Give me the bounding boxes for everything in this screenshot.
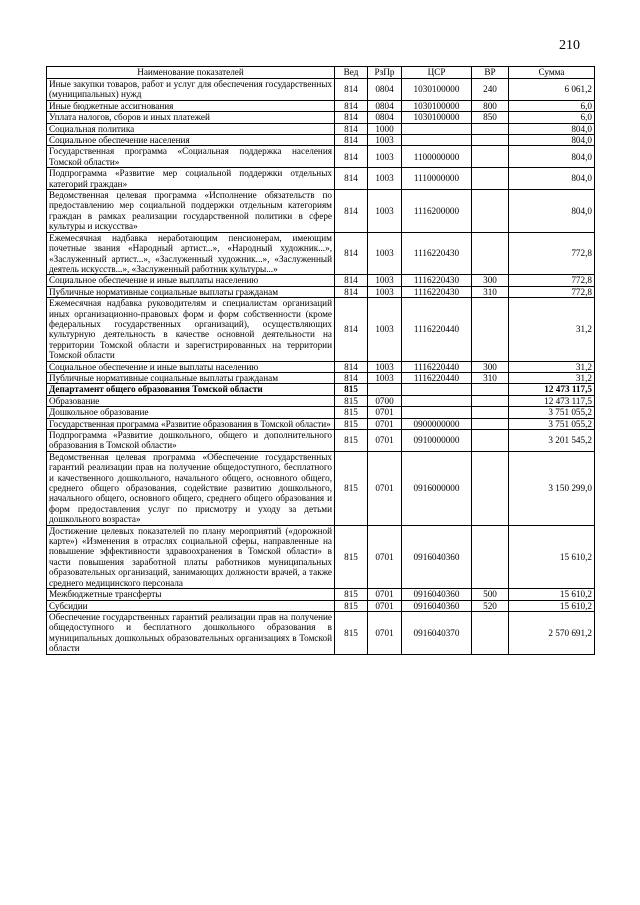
cell-sum: 772,8 <box>509 286 595 297</box>
table-row <box>47 430 595 452</box>
cell-ved: 815 <box>335 430 368 452</box>
cell-csr: 1030100000 <box>402 79 472 101</box>
cell-name: Иные бюджетные ассигнования <box>47 100 335 111</box>
cell-vr <box>472 168 509 190</box>
cell-rzpr: 1003 <box>368 286 402 297</box>
table-row <box>47 600 595 611</box>
cell-ved: 814 <box>335 286 368 297</box>
cell-ved: 815 <box>335 589 368 600</box>
cell-name: Государственная программа «Развитие образования в Томской области» <box>47 418 335 429</box>
cell-vr: 300 <box>472 275 509 286</box>
cell-vr <box>472 451 509 525</box>
cell-vr <box>472 123 509 134</box>
cell-rzpr: 0701 <box>368 451 402 525</box>
cell-name: Ежемесячная надбавка неработающим пенсионерам, имеющим почетные звания «Народный артист...», «Народный художник...», «Заслуженный артист...», «Заслуженный художник...», «Заслуженный деятель искусств...», «Заслуженный работник культуры...» <box>47 232 335 275</box>
cell-ved: 815 <box>335 600 368 611</box>
cell-csr <box>402 123 472 134</box>
cell-name: Подпрограмма «Развитие мер социальной поддержки отдельных категорий граждан» <box>47 168 335 190</box>
cell-ved: 814 <box>335 123 368 134</box>
cell-sum: 2 570 691,2 <box>509 611 595 654</box>
cell-vr <box>472 146 509 168</box>
cell-csr: 0916040360 <box>402 589 472 600</box>
cell-rzpr: 1003 <box>368 361 402 372</box>
cell-vr: 800 <box>472 100 509 111</box>
cell-csr: 1100000000 <box>402 146 472 168</box>
cell-vr <box>472 430 509 452</box>
cell-vr <box>472 232 509 275</box>
cell-name: Подпрограмма «Развитие дошкольного, общего и дополнительного образования в Томской области» <box>47 430 335 452</box>
header-name: Наименование показателей <box>47 67 335 79</box>
cell-vr: 240 <box>472 79 509 101</box>
cell-csr: 0916040360 <box>402 525 472 588</box>
cell-ved: 814 <box>335 79 368 101</box>
cell-vr: 850 <box>472 112 509 123</box>
cell-sum: 6,0 <box>509 100 595 111</box>
cell-name: Социальная политика <box>47 123 335 134</box>
cell-name: Достижение целевых показателей по плану мероприятий («дорожной карте») «Изменения в отраслях социальной сферы, направленные на повышение эффективности здравоохранения в Томской области» в части повышения заработной платы работников муниципальных образовательных организаций, занимающих должности врачей, а также среднего медицинского персонала <box>47 525 335 588</box>
table-row <box>47 525 595 588</box>
cell-rzpr: 1003 <box>368 135 402 146</box>
table-row <box>47 146 595 168</box>
cell-vr <box>472 525 509 588</box>
cell-vr <box>472 384 509 395</box>
cell-ved: 814 <box>335 146 368 168</box>
cell-ved: 815 <box>335 395 368 406</box>
header-vr: ВР <box>472 67 509 79</box>
header-rzpr: РзПр <box>368 67 402 79</box>
table-row <box>47 232 595 275</box>
table-row <box>47 361 595 372</box>
cell-sum: 31,2 <box>509 372 595 383</box>
cell-name: Ведомственная целевая программа «Обеспечение государственных гарантий реализации прав на получение общедоступного, бесплатного и качественного дошкольного, начального общего, основного общего, среднего общего образования, содействие развитию дошкольного, начального общего, основного общего, среднего общего образования и форм предоставления услуг по присмотру и уходу за детьми дошкольного возраста» <box>47 451 335 525</box>
table-header-row <box>47 67 595 79</box>
cell-name: Дошкольное образование <box>47 407 335 418</box>
table-row <box>47 298 595 361</box>
cell-csr: 1116200000 <box>402 190 472 233</box>
cell-csr <box>402 135 472 146</box>
cell-name: Социальное обеспечение населения <box>47 135 335 146</box>
cell-rzpr: 0700 <box>368 395 402 406</box>
table-row <box>47 190 595 233</box>
cell-ved: 814 <box>335 190 368 233</box>
cell-ved: 814 <box>335 168 368 190</box>
cell-sum: 6,0 <box>509 112 595 123</box>
page-number: 210 <box>559 38 580 53</box>
header-csr: ЦСР <box>402 67 472 79</box>
cell-sum: 804,0 <box>509 168 595 190</box>
cell-csr: 0916040370 <box>402 611 472 654</box>
cell-name: Обеспечение государственных гарантий реализации прав на получение общедоступного и бесплатного дошкольного образования в муниципальных дошкольных образовательных организациях в Томской области <box>47 611 335 654</box>
cell-sum: 804,0 <box>509 123 595 134</box>
cell-vr: 310 <box>472 286 509 297</box>
cell-name: Образование <box>47 395 335 406</box>
cell-rzpr: 0804 <box>368 100 402 111</box>
cell-vr: 310 <box>472 372 509 383</box>
cell-ved: 815 <box>335 451 368 525</box>
cell-csr: 0900000000 <box>402 418 472 429</box>
table-row <box>47 418 595 429</box>
header-sum: Сумма <box>509 67 595 79</box>
table-row <box>47 407 595 418</box>
cell-sum: 3 150 299,0 <box>509 451 595 525</box>
cell-sum: 3 751 055,2 <box>509 418 595 429</box>
cell-ved: 815 <box>335 418 368 429</box>
cell-csr: 0916040360 <box>402 600 472 611</box>
cell-csr: 0916000000 <box>402 451 472 525</box>
budget-table <box>46 66 595 655</box>
cell-name: Публичные нормативные социальные выплаты гражданам <box>47 286 335 297</box>
cell-ved: 814 <box>335 275 368 286</box>
cell-sum: 12 473 117,5 <box>509 395 595 406</box>
cell-ved: 815 <box>335 611 368 654</box>
cell-ved: 814 <box>335 112 368 123</box>
cell-rzpr: 0701 <box>368 589 402 600</box>
cell-rzpr: 0701 <box>368 418 402 429</box>
table-row <box>47 286 595 297</box>
cell-vr <box>472 418 509 429</box>
cell-rzpr: 0804 <box>368 79 402 101</box>
cell-vr: 520 <box>472 600 509 611</box>
table-row <box>47 100 595 111</box>
cell-name: Департамент общего образования Томской области <box>47 384 335 395</box>
cell-csr: 1116220430 <box>402 286 472 297</box>
cell-sum: 31,2 <box>509 361 595 372</box>
cell-sum: 804,0 <box>509 190 595 233</box>
cell-csr <box>402 407 472 418</box>
cell-name: Ежемесячная надбавка руководителям и специалистам организаций иных организационно-правовых форм и форм собственности (кроме федеральных государственных организаций), осуществляющих культурную деятельность в качестве основной деятельности на территории Томской области и зарегистрированных на территории Томской области <box>47 298 335 361</box>
cell-rzpr: 0701 <box>368 407 402 418</box>
header-ved: Вед <box>335 67 368 79</box>
cell-ved: 814 <box>335 135 368 146</box>
cell-rzpr: 0701 <box>368 600 402 611</box>
table-row <box>47 135 595 146</box>
cell-rzpr: 0804 <box>368 112 402 123</box>
cell-rzpr <box>368 384 402 395</box>
cell-sum: 3 751 055,2 <box>509 407 595 418</box>
cell-name: Социальное обеспечение и иные выплаты населению <box>47 275 335 286</box>
cell-ved: 814 <box>335 361 368 372</box>
cell-csr: 1030100000 <box>402 100 472 111</box>
cell-csr <box>402 395 472 406</box>
cell-rzpr: 1003 <box>368 146 402 168</box>
cell-sum: 772,8 <box>509 232 595 275</box>
cell-sum: 804,0 <box>509 146 595 168</box>
table-row <box>47 611 595 654</box>
cell-ved: 815 <box>335 525 368 588</box>
cell-sum: 15 610,2 <box>509 525 595 588</box>
cell-rzpr: 1003 <box>368 298 402 361</box>
cell-sum: 772,8 <box>509 275 595 286</box>
cell-ved: 814 <box>335 100 368 111</box>
cell-rzpr: 0701 <box>368 611 402 654</box>
cell-rzpr: 1003 <box>368 168 402 190</box>
cell-ved: 815 <box>335 384 368 395</box>
cell-csr: 0910000000 <box>402 430 472 452</box>
cell-vr <box>472 395 509 406</box>
cell-sum: 15 610,2 <box>509 589 595 600</box>
cell-vr <box>472 190 509 233</box>
table-row <box>47 168 595 190</box>
table-row <box>47 112 595 123</box>
cell-rzpr: 1003 <box>368 275 402 286</box>
cell-csr: 1116220440 <box>402 372 472 383</box>
cell-rzpr: 0701 <box>368 525 402 588</box>
cell-rzpr: 1003 <box>368 190 402 233</box>
cell-name: Ведомственная целевая программа «Исполнение обязательств по предоставлению мер социальной поддержки отдельным категориям граждан в рамках реализации государственной политики в сфере культуры и искусства» <box>47 190 335 233</box>
cell-csr <box>402 384 472 395</box>
table-row <box>47 451 595 525</box>
cell-ved: 814 <box>335 232 368 275</box>
table-row <box>47 384 595 395</box>
table-row <box>47 589 595 600</box>
cell-vr: 500 <box>472 589 509 600</box>
cell-csr: 1116220430 <box>402 232 472 275</box>
cell-vr: 300 <box>472 361 509 372</box>
cell-sum: 3 201 545,2 <box>509 430 595 452</box>
cell-ved: 815 <box>335 407 368 418</box>
table-body <box>47 79 595 655</box>
cell-name: Государственная программа «Социальная поддержка населения Томской области» <box>47 146 335 168</box>
table-row <box>47 275 595 286</box>
cell-name: Межбюджетные трансферты <box>47 589 335 600</box>
cell-vr <box>472 407 509 418</box>
cell-csr: 1116220440 <box>402 361 472 372</box>
cell-name: Социальное обеспечение и иные выплаты населению <box>47 361 335 372</box>
cell-ved: 814 <box>335 372 368 383</box>
cell-sum: 12 473 117,5 <box>509 384 595 395</box>
cell-csr: 1116220440 <box>402 298 472 361</box>
cell-csr: 1110000000 <box>402 168 472 190</box>
cell-rzpr: 1003 <box>368 232 402 275</box>
cell-name: Публичные нормативные социальные выплаты гражданам <box>47 372 335 383</box>
cell-ved: 814 <box>335 298 368 361</box>
cell-sum: 15 610,2 <box>509 600 595 611</box>
cell-vr <box>472 135 509 146</box>
cell-sum: 31,2 <box>509 298 595 361</box>
cell-name: Уплата налогов, сборов и иных платежей <box>47 112 335 123</box>
cell-name: Иные закупки товаров, работ и услуг для обеспечения государственных (муниципальных) нужд <box>47 79 335 101</box>
cell-csr: 1116220430 <box>402 275 472 286</box>
cell-rzpr: 1003 <box>368 372 402 383</box>
table-row <box>47 79 595 101</box>
cell-vr <box>472 298 509 361</box>
table-row <box>47 372 595 383</box>
cell-vr <box>472 611 509 654</box>
cell-name: Субсидии <box>47 600 335 611</box>
table-row <box>47 123 595 134</box>
table-row <box>47 395 595 406</box>
cell-sum: 6 061,2 <box>509 79 595 101</box>
cell-rzpr: 0701 <box>368 430 402 452</box>
cell-csr: 1030100000 <box>402 112 472 123</box>
cell-sum: 804,0 <box>509 135 595 146</box>
cell-rzpr: 1000 <box>368 123 402 134</box>
